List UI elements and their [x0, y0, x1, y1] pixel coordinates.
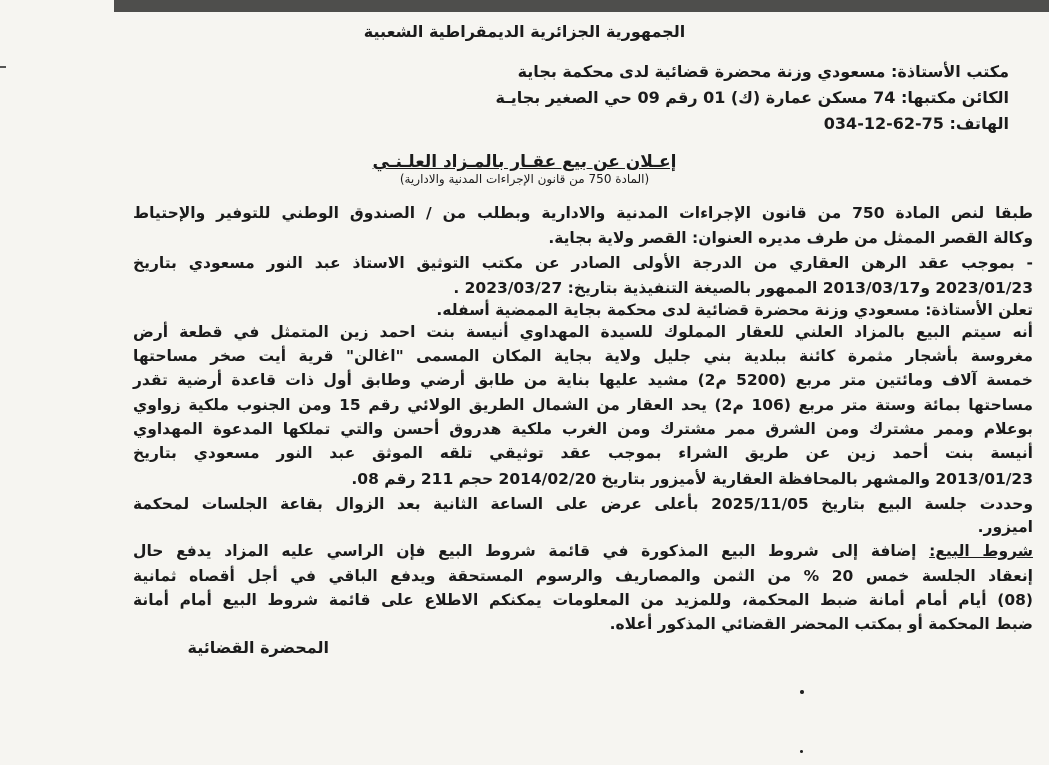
body-line: أنيسة بنت أحمد زين عن طريق الشراء بموجب عقد توثيقي تلقه الموثق عبد النور مسعودي بتاريخ [133, 444, 1033, 462]
sale-conditions-label: شروط البيع: [929, 542, 1033, 560]
body-line: مساحتها بمائة وستة متر مربع (106 م2) يحد العقار من الشمال الطريق الولائي رقم 15 ومن الجنوب ملكية زواوي [133, 396, 1033, 414]
office-name: مكتب الأستاذة: مسعودي وزنة محضرة قضائية لدى محكمة بجاية [517, 62, 1009, 81]
body-line: أنه سيتم البيع بالمزاد العلني للعقار المملوك للسيدة المهداوي أنيسة بنت احمد زين المتمثل في قطعة أرض [133, 323, 1033, 341]
announcement-title: إعـلان عن بيع عقـار بالمـزاد العلـنـي [372, 152, 677, 172]
body-line: وكالة القصر الممثل من طرف مديره العنوان: القصر ولاية بجاية. [548, 229, 1033, 247]
body-line: ضبط المحكمة أو بمكتب المحضر القضائي المذكور أعلاه. [609, 615, 1033, 633]
body-line: إنعقاد الجلسة خمس 20 % من الثمن والمصاريف والرسوم المستحقة ويدفع الباقي في أجل أقصاه ثمانية [133, 567, 1033, 585]
signature-label: المحضرة القضائية [187, 638, 329, 657]
sale-conditions-text: إضافة إلى شروط البيع المذكورة في قائمة شروط البيع فإن الراسي عليه المزاد يدفع حال [133, 542, 917, 560]
sale-conditions-line [133, 542, 1033, 560]
body-line: 2023/01/23 و2013/03/17 الممهور بالصيغة التنفيذية بتاريخ: 2023/03/27 . [453, 279, 1033, 297]
top-edge-bar [114, 0, 1049, 12]
office-address: الكائن مكتبها: 74 مسكن عمارة (ك) 01 رقم 09 حي الصغير بجايـة [495, 88, 1009, 107]
margin-mark [0, 66, 6, 68]
scan-speck [800, 750, 803, 753]
scan-speck [800, 690, 804, 694]
body-line: تعلن الأستاذة: مسعودي وزنة محضرة قضائية لدى محكمة بجاية الممضية أسفله. [436, 301, 1033, 319]
body-line: طبقا لنص المادة 750 من قانون الإجراءات المدنية والادارية وبطلب من / الصندوق الوطني للتوفير والإحتياط [133, 204, 1033, 222]
announcement-subtitle: (المادة 750 من قانون الإجراءات المدنية والادارية) [399, 172, 650, 186]
body-line: - بموجب عقد الرهن العقاري من الدرجة الأولى الصادر عن مكتب التوثيق الاستاذ عبد النور مسعودي بتاريخ [133, 254, 1033, 272]
body-line: خمسة آلاف ومائتين متر مربع (5200 م2) مشيد عليها بناية من طابق أرضي وطابق أول ذات قاعدة أرضية تقدر [133, 371, 1033, 389]
body-line: بوعلام وممر مشترك ومن الشرق ممر مشترك ومن الغرب ملكية هدروق أحسن والتي تملكها المدعوة المهداوي [133, 420, 1033, 438]
body-line: مغروسة بأشجار مثمرة كائنة ببلدية بني جليل ولاية بجاية المكان المسمى "اغالن" قرية أيت صخر مساحتها [133, 347, 1033, 365]
body-line: (08) أيام أمام أمانة ضبط المحكمة، وللمزيد من المعلومات يمكنكم الاطلاع على قائمة شروط البيع أمام أمانة [133, 591, 1033, 609]
body-line: اميزور. [977, 518, 1033, 536]
republic-header: الجمهورية الجزائرية الديمقراطية الشعبية [363, 22, 686, 41]
office-phone: الهاتف: 75-62-12-034 [823, 114, 1009, 133]
body-line: 2013/01/23 والمشهر بالمحافظة العقارية لأميزور بتاريخ 2014/02/20 حجم 211 رقم 08. [351, 470, 1033, 488]
body-line: وحددت جلسة البيع بتاريخ 2025/11/05 بأعلى عرض على الساعة الثانية بعد الزوال بقاعة الجلسات لمحكمة [133, 495, 1033, 513]
